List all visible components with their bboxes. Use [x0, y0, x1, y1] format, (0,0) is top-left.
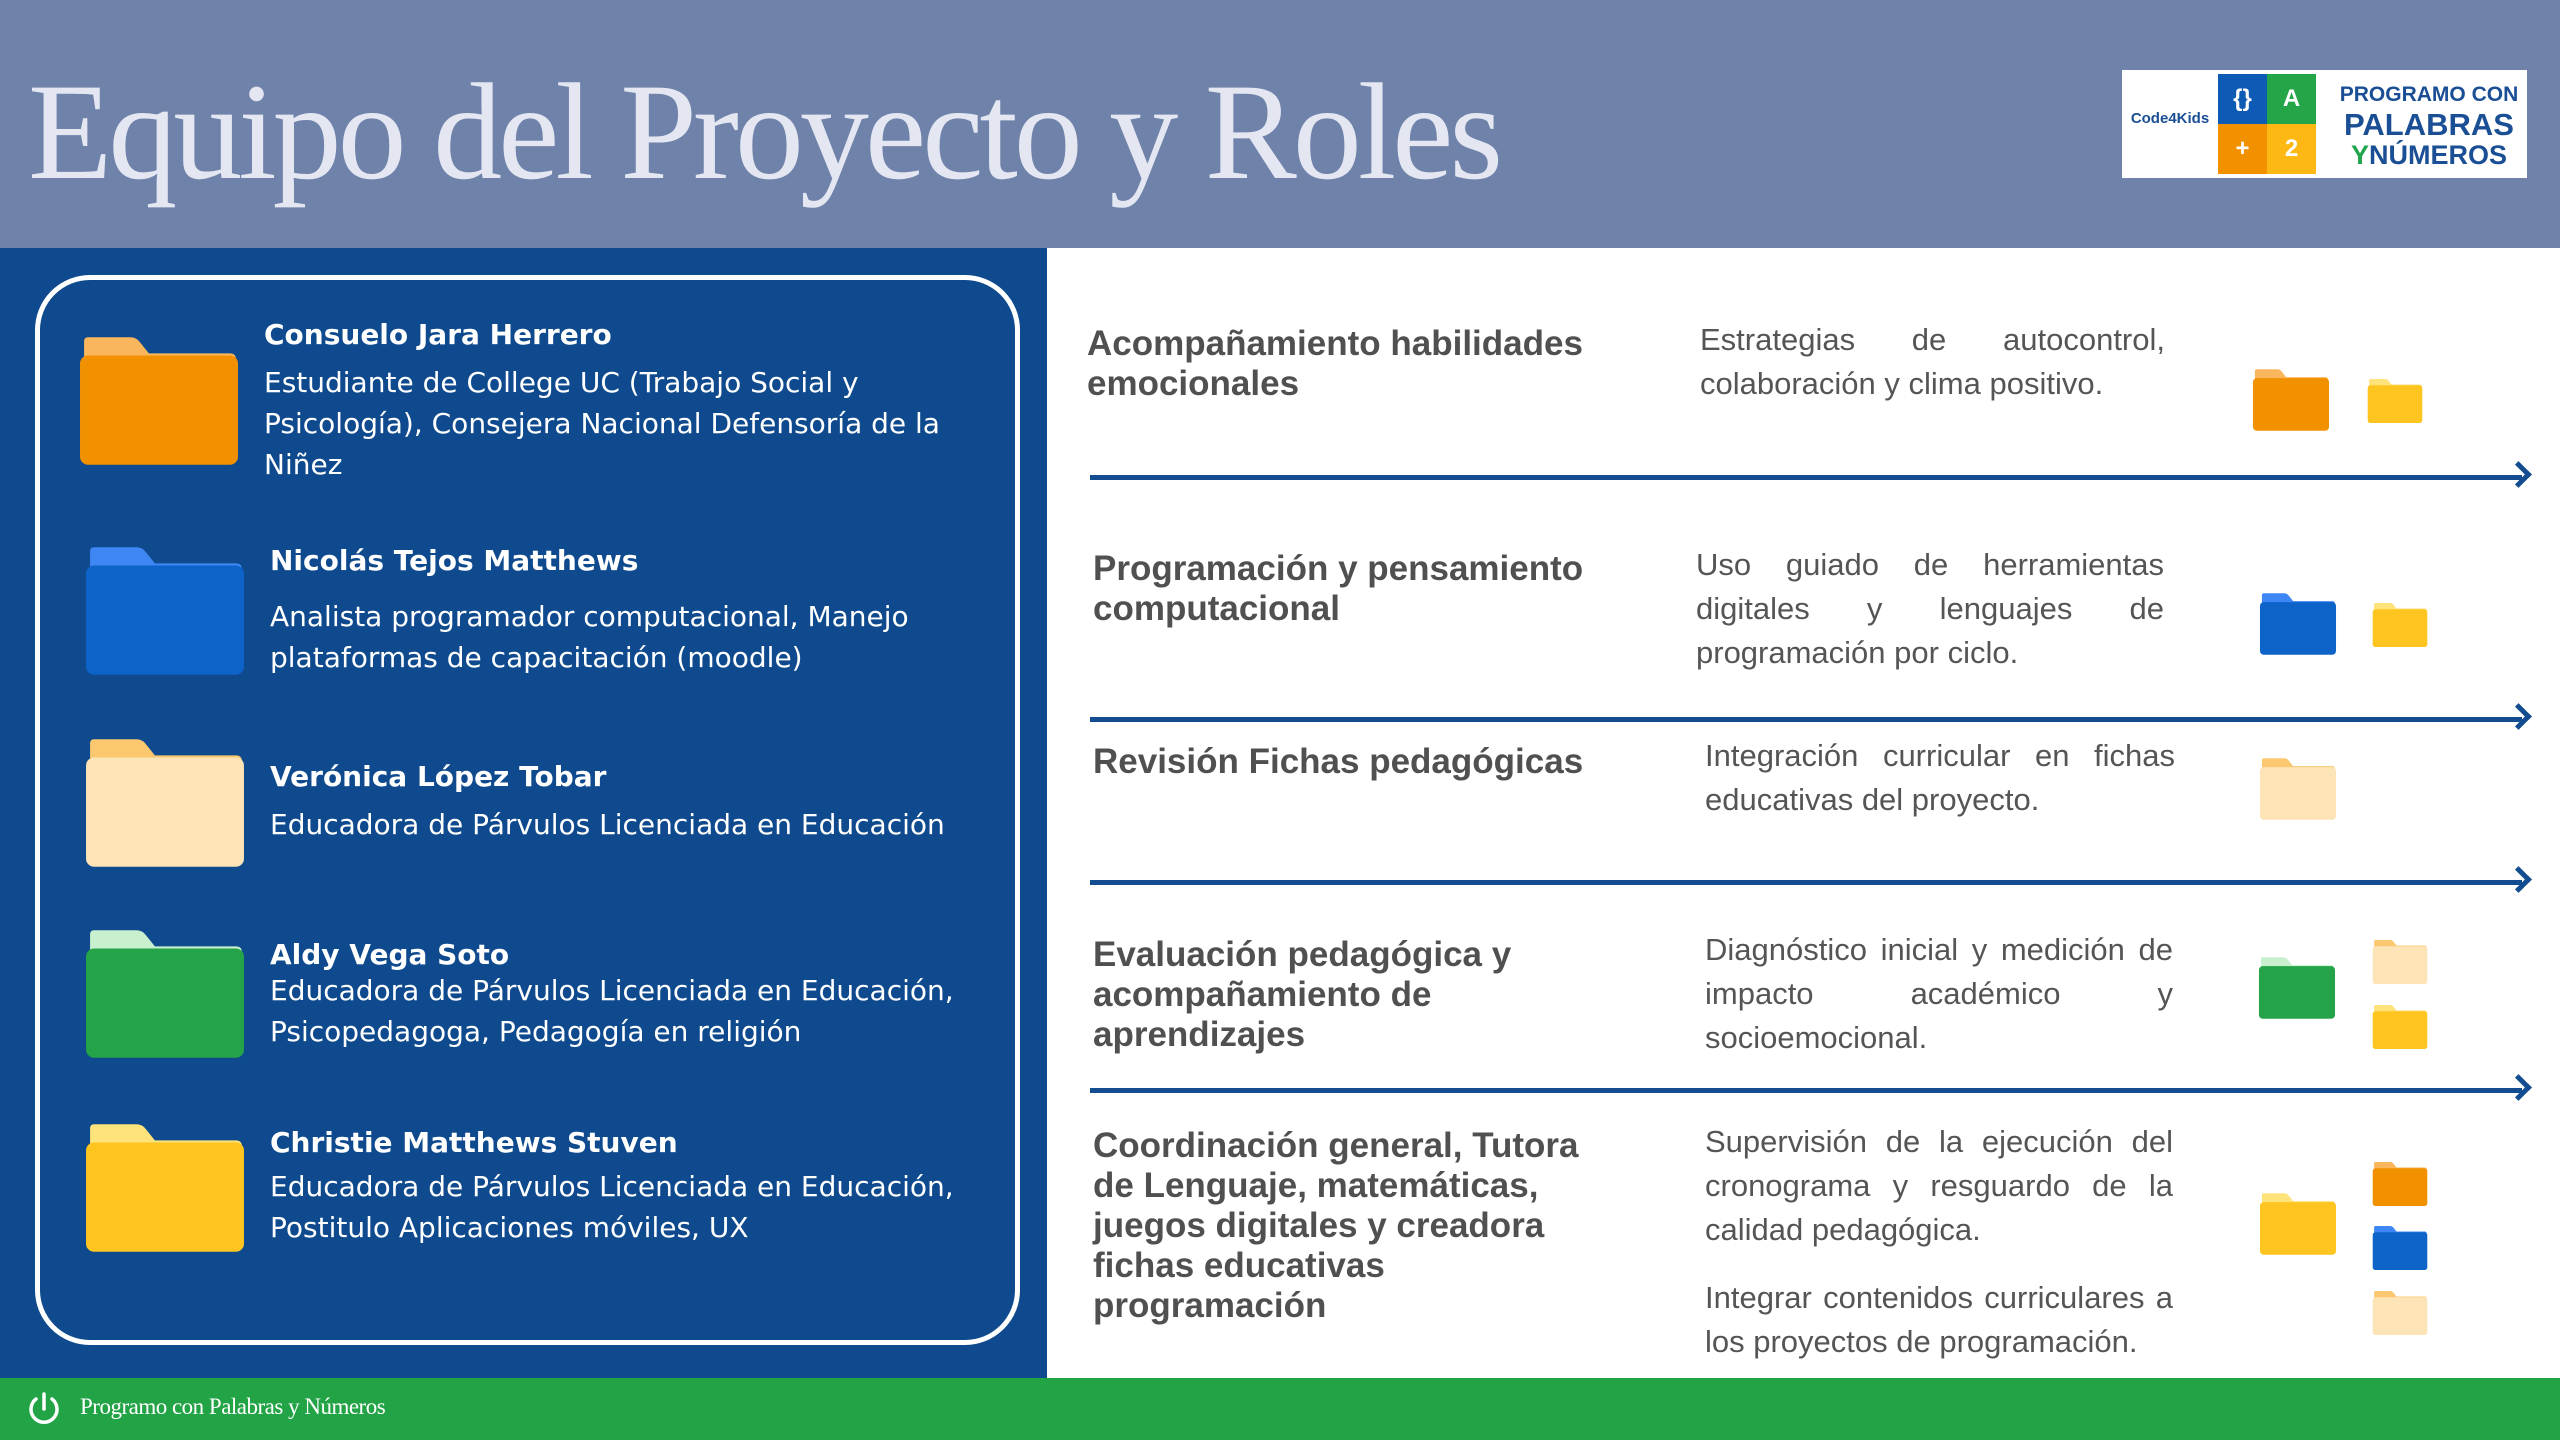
folder-icon — [2372, 602, 2428, 648]
program-logo — [2122, 70, 2527, 178]
logo-y: Y — [2350, 140, 2369, 170]
folder-icon — [84, 1122, 246, 1254]
folder-icon — [2372, 1290, 2428, 1336]
footer-bar — [0, 1378, 2560, 1440]
folder-icon — [2372, 939, 2428, 985]
puzzle-piece: {} — [2218, 74, 2267, 124]
puzzle-icon — [2218, 74, 2316, 174]
code4kids-logo-text: Code4Kids — [2130, 110, 2210, 127]
role-description — [1700, 318, 2165, 406]
logo-line-3 — [2334, 142, 2524, 169]
folder-icon — [2372, 1225, 2428, 1271]
role-description-text: Supervisión de la ejecución del cronograma y resguardo de la calidad pedagógica. — [1705, 1124, 2173, 1247]
puzzle-piece: A — [2267, 74, 2316, 124]
folder-icon — [84, 545, 246, 677]
role-description — [1696, 543, 2164, 675]
role-description — [1705, 734, 2175, 822]
program-name-logo — [2334, 84, 2524, 169]
header-bar — [0, 0, 2560, 248]
team-member-description: Educadora de Párvulos Licenciada en Educación, Postitulo Aplicaciones móviles, UX — [270, 1170, 954, 1244]
role-description — [1705, 928, 2173, 1060]
folder-icon — [2372, 1004, 2428, 1050]
puzzle-piece: + — [2218, 124, 2267, 174]
role-title: Programación y pensamiento computacional — [1093, 549, 1584, 628]
arrow-divider — [1090, 717, 2522, 722]
role-title: Evaluación pedagógica y acompañamiento de aprendizajes — [1093, 935, 1512, 1054]
role-description-text: Estrategias de autocontrol, colaboración y clima positivo. — [1700, 322, 2165, 401]
folder-icon — [2367, 378, 2423, 424]
logo-numeros: NÚMEROS — [2369, 140, 2508, 170]
page-title: Equipo del Proyecto y Roles — [28, 55, 1500, 208]
team-member-description: Estudiante de College UC (Trabajo Social y Psicología), Consejera Nacional Defensoría de la Niñez — [264, 366, 940, 481]
puzzle-piece: 2 — [2267, 124, 2316, 174]
team-member-name: Christie Matthews Stuven — [270, 1126, 678, 1159]
role-description-text: Uso guiado de herramientas digitales y lenguajes de programación por ciclo. — [1696, 547, 2164, 670]
folder-icon — [2372, 1161, 2428, 1207]
power-icon — [24, 1389, 64, 1429]
folder-icon — [2258, 956, 2336, 1020]
role-description-text: Integración curricular en fichas educativas del proyecto. — [1705, 738, 2175, 817]
role-description-text: Diagnóstico inicial y medición de impacto académico y socioemocional. — [1705, 932, 2173, 1055]
role-title: Revisión Fichas pedagógicas — [1093, 742, 1584, 781]
folder-icon — [2259, 757, 2337, 821]
role-description — [1705, 1120, 2173, 1364]
arrow-divider — [1090, 1088, 2522, 1093]
role-title: Acompañamiento habilidades emocionales — [1087, 324, 1583, 403]
folder-icon — [2259, 592, 2337, 656]
footer-label: Programo con Palabras y Números — [80, 1394, 386, 1419]
arrow-divider — [1090, 475, 2522, 480]
folder-icon — [84, 928, 246, 1060]
team-member-description: Educadora de Párvulos Licenciada en Educación, Psicopedagoga, Pedagogía en religión — [270, 974, 954, 1048]
team-member-description: Educadora de Párvulos Licenciada en Educación — [270, 808, 945, 841]
folder-icon — [84, 737, 246, 869]
team-member-name: Verónica López Tobar — [270, 760, 607, 793]
logo-line-1: PROGRAMO CON — [2339, 83, 2519, 106]
team-member-name: Nicolás Tejos Matthews — [270, 544, 639, 577]
arrow-divider — [1090, 880, 2522, 885]
folder-icon — [2252, 368, 2330, 432]
team-member-description: Analista programador computacional, Manejo plataformas de capacitación (moodle) — [270, 600, 909, 674]
folder-icon — [2259, 1192, 2337, 1256]
role-title: Coordinación general, Tutora de Lenguaje, matemáticas, juegos digitales y creadora fichas educativas programación — [1093, 1126, 1579, 1325]
team-member-name: Aldy Vega Soto — [270, 938, 510, 971]
logo-line-2: PALABRAS — [2344, 107, 2514, 142]
role-description-text: Integrar contenidos curriculares a los proyectos de programación. — [1705, 1280, 2173, 1359]
team-member-name: Consuelo Jara Herrero — [264, 318, 612, 351]
folder-icon — [78, 335, 240, 467]
